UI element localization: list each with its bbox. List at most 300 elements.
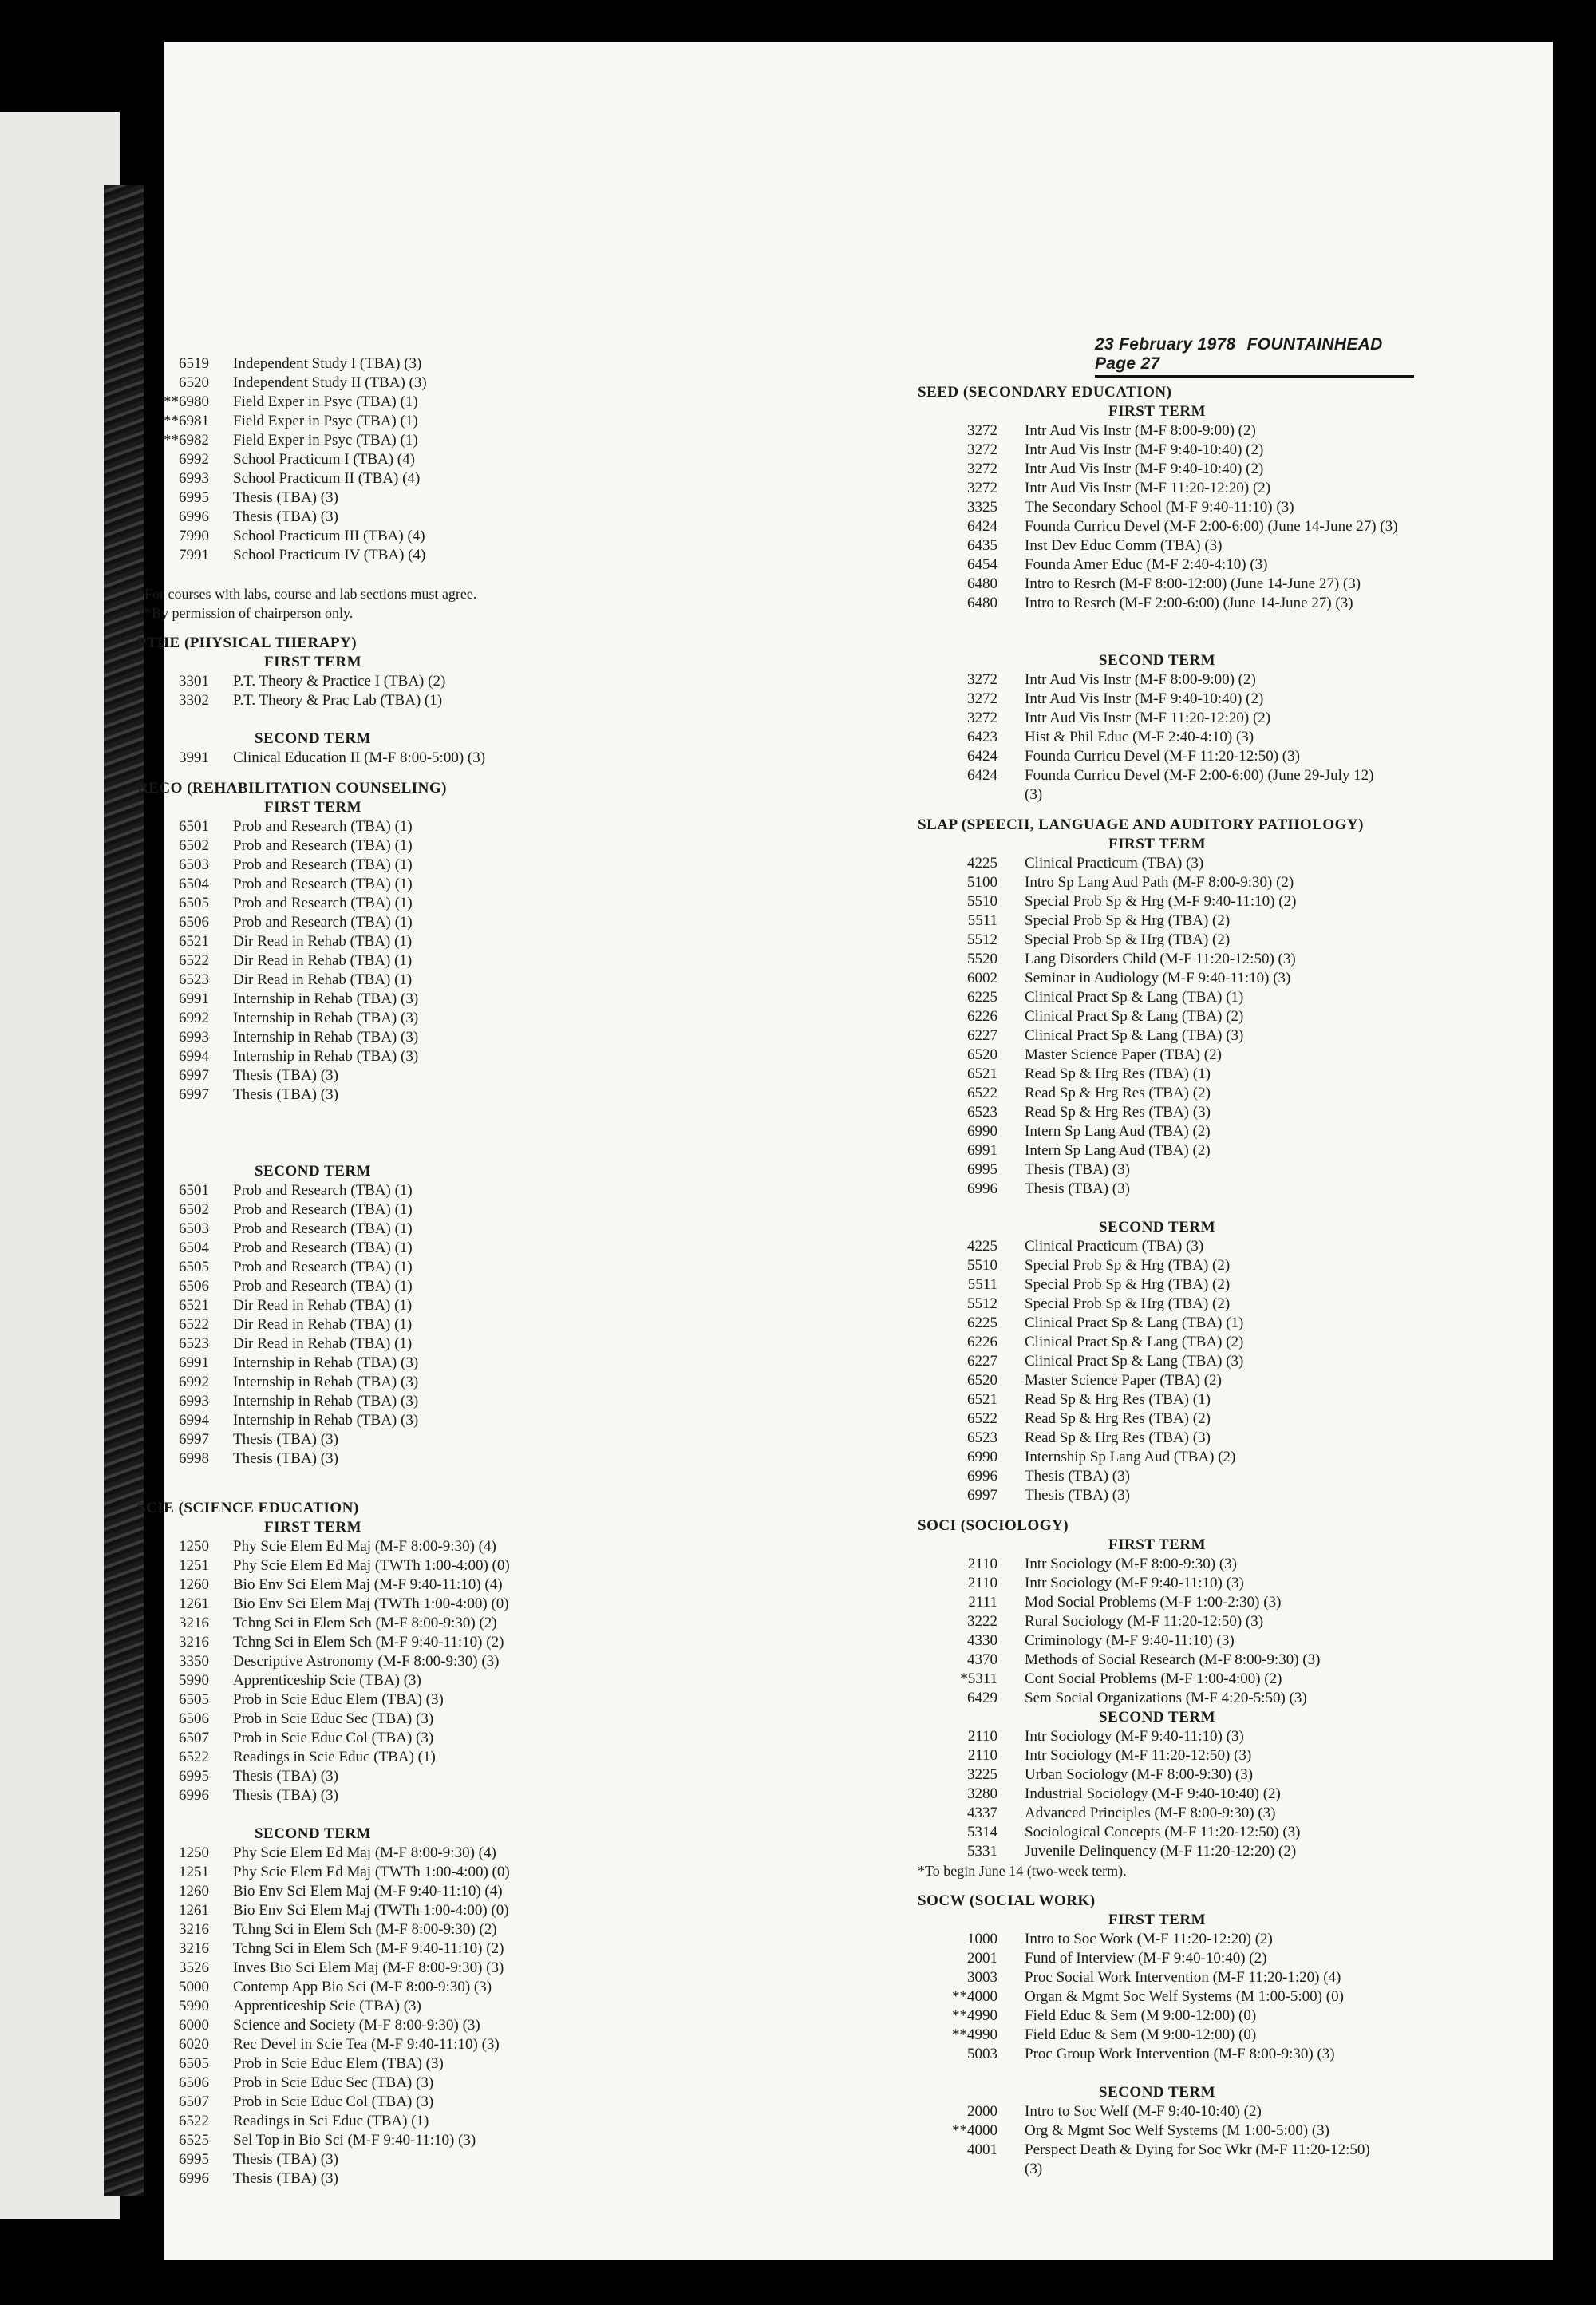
course-title: Mod Social Problems (M-F 1:00-2:30) (3) [1025,1594,1282,1611]
course-number: 6505 [179,1691,209,1708]
course-title: Internship in Rehab (TBA) (3) [233,1010,419,1026]
course-title: Apprenticeship Scie (TBA) (3) [233,1998,421,2014]
course-number: 1000 [967,1931,998,1947]
course-number: 5511 [967,1276,998,1293]
footnote: *For courses with labs, course and lab sections must agree. [137,586,477,602]
course-title: Founda Amer Educ (M-F 2:40-4:10) (3) [1025,556,1268,573]
spacer [918,1199,1420,1218]
course-row [137,951,839,971]
course-number: 1250 [179,1538,209,1555]
course-number: 6998 [179,1450,209,1467]
course-title: Rec Devel in Scie Tea (M-F 9:40-11:10) (3) [233,2036,500,2053]
term-heading: SECOND TERM [1098,1219,1216,1236]
course-row [918,2160,1420,2179]
course-title: Science and Society (M-F 8:00-9:30) (3) [233,2017,480,2034]
course-number: *5311 [960,1670,998,1687]
course-title: Prob in Scie Educ Elem (TBA) (3) [233,2055,444,2072]
course-number: 6501 [179,818,209,835]
spacer [918,2064,1420,2083]
course-number: 5100 [967,874,998,891]
course-row [918,1651,1420,1670]
course-number: 6520 [967,1046,998,1063]
course-title: Phy Scie Elem Ed Maj (TWTh 1:00-4:00) (0) [233,1864,510,1880]
course-row [918,2026,1420,2045]
course-title: Advanced Principles (M-F 8:00-9:30) (3) [1025,1805,1276,1821]
course-number: 6020 [179,2036,209,2053]
course-title: Prob in Scie Educ Col (TBA) (3) [233,1730,434,1746]
course-title: Rural Sociology (M-F 11:20-12:50) (3) [1025,1613,1264,1630]
course-title: Internship in Rehab (TBA) (3) [233,1354,419,1371]
course-row [918,1486,1420,1505]
course-title: Hist & Phil Educ (M-F 2:40-4:10) (3) [1025,729,1254,745]
course-number: 3272 [967,422,998,439]
course-title: Read Sp & Hrg Res (TBA) (1) [1025,1066,1211,1082]
course-number: 6503 [179,1220,209,1237]
course-title: Bio Env Sci Elem Maj (TWTh 1:00-4:00) (0) [233,1902,509,1919]
course-number: 4225 [967,855,998,872]
course-number: 6435 [967,537,998,554]
course-number: 6991 [179,1354,209,1371]
course-title: Thesis (TBA) (3) [233,508,338,525]
course-row [918,1333,1420,1352]
course-number: 6990 [967,1123,998,1140]
course-row [137,2093,839,2112]
course-number: 6995 [179,489,209,506]
course-number: 6504 [179,1239,209,1256]
course-number: 6995 [179,2151,209,2168]
course-number: 7990 [179,528,209,544]
course-row [137,2016,839,2035]
course-number: 6227 [967,1353,998,1370]
course-title: Thesis (TBA) (3) [1025,1468,1130,1485]
header-paper-name: FOUNTAINHEAD [1246,335,1383,354]
course-number: 6994 [179,1412,209,1429]
course-number [918,2160,1025,2179]
course-number: 6423 [967,729,998,745]
course-number: 6994 [179,1048,209,1065]
spacer [137,565,839,584]
course-row [918,988,1420,1007]
course-title: Internship Sp Lang Aud (TBA) (2) [1025,1449,1236,1465]
course-row [137,1009,839,1028]
course-title: Intro to Resrch (M-F 2:00-6:00) (June 14-June 27) (3) [1025,595,1353,611]
course-title: Internship in Rehab (TBA) (3) [233,1393,419,1409]
course-title: Clinical Pract Sp & Lang (TBA) (1) [1025,1315,1244,1331]
department-heading: SLAP (SPEECH, LANGUAGE AND AUDITORY PATHOLOGY) [918,816,1364,833]
course-title: Prob and Research (TBA) (1) [233,856,413,873]
course-row [918,747,1420,766]
course-row [918,1842,1420,1861]
course-title: School Practicum II (TBA) (4) [233,470,421,487]
course-title: Intr Aud Vis Instr (M-F 9:40-10:40) (2) [1025,461,1264,477]
course-row [918,536,1420,555]
course-row [918,2121,1420,2141]
department-heading: RECO (REHABILITATION COUNSELING) [137,780,447,797]
course-row [137,1576,839,1595]
course-title: (3) [1025,786,1043,803]
right-column [918,372,1420,2179]
course-row [918,1314,1420,1333]
course-row [918,2006,1420,2026]
course-number: 6520 [179,374,209,391]
course-number: 2110 [967,1575,998,1591]
course-title: Intr Sociology (M-F 9:40-11:10) (3) [1025,1575,1244,1591]
course-number: 5512 [967,931,998,948]
course-title: Thesis (TBA) (3) [233,1086,338,1103]
course-title: Methods of Social Research (M-F 8:00-9:30) (3) [1025,1651,1321,1668]
course-title: Independent Study I (TBA) (3) [233,355,422,372]
course-number: 5511 [967,912,998,929]
course-row [137,1315,839,1334]
department-heading: SCIE (SCIENCE EDUCATION) [137,1500,359,1516]
course-number: 6523 [967,1429,998,1446]
term-heading: SECOND TERM [254,1163,372,1180]
course-title: Prob and Research (TBA) (1) [233,837,413,854]
course-row [137,1863,839,1882]
course-title: Intr Aud Vis Instr (M-F 11:20-12:20) (2) [1025,480,1271,496]
course-row [918,670,1420,690]
course-number: 1260 [179,1883,209,1900]
course-row [918,2045,1420,2064]
course-title: Dir Read in Rehab (TBA) (1) [233,971,413,988]
course-row [137,1537,839,1556]
course-title: Prob and Research (TBA) (1) [233,895,413,911]
course-number: 6992 [179,1010,209,1026]
course-number: 5000 [179,1979,209,1995]
course-number: 6996 [179,2170,209,2187]
course-row [918,498,1420,517]
course-title: Special Prob Sp & Hrg (TBA) (2) [1025,1276,1231,1293]
course-row [918,1467,1420,1486]
course-row [137,1595,839,1614]
course-row [137,354,839,374]
course-title: Phy Scie Elem Ed Maj (M-F 8:00-9:30) (4) [233,1844,496,1861]
course-row [137,1277,839,1296]
course-row [918,1746,1420,1765]
course-title: Prob and Research (TBA) (1) [233,1239,413,1256]
course-title: Criminology (M-F 9:40-11:10) (3) [1025,1632,1235,1649]
course-title: P.T. Theory & Practice I (TBA) (2) [233,673,446,690]
course-number: 6993 [179,1029,209,1046]
course-title: (3) [1025,2161,1043,2177]
course-title: Thesis (TBA) (3) [1025,1180,1130,1197]
course-title: Prob and Research (TBA) (1) [233,914,413,931]
course-number: 5510 [967,893,998,910]
course-row [918,479,1420,498]
course-title: Readings in Sci Educ (TBA) (1) [233,2113,429,2129]
course-title: Organ & Mgmt Soc Welf Systems (M 1:00-5:00) (0) [1025,1988,1344,2005]
course-row [137,1181,839,1200]
course-number: 6480 [967,595,998,611]
course-number: 6523 [179,971,209,988]
course-number: 5510 [967,1257,998,1274]
course-number: 6520 [967,1372,998,1389]
course-title: Tchng Sci in Elem Sch (M-F 9:40-11:10) (2) [233,1634,504,1651]
course-number: 3350 [179,1653,209,1670]
course-number: 3225 [967,1766,998,1783]
course-title: Internship in Rehab (TBA) (3) [233,1374,419,1390]
course-number: 3272 [967,710,998,726]
course-row [918,1409,1420,1429]
course-row [918,785,1420,805]
course-number: 6502 [179,1201,209,1218]
course-title: Dir Read in Rehab (TBA) (1) [233,1297,413,1314]
course-row [918,969,1420,988]
course-title: Intro Sp Lang Aud Path (M-F 8:00-9:30) (2) [1025,874,1294,891]
course-number: 6522 [179,2113,209,2129]
course-row [918,1631,1420,1651]
course-number: 6521 [179,933,209,950]
course-title: Field Exper in Psyc (TBA) (1) [233,413,418,429]
course-number: 6995 [179,1768,209,1785]
course-row [137,2131,839,2150]
course-title: Intro to Soc Welf (M-F 9:40-10:40) (2) [1025,2103,1262,2120]
course-row [918,1670,1420,1689]
course-row [137,1411,839,1430]
course-title: Special Prob Sp & Hrg (M-F 9:40-11:10) (2) [1025,893,1297,910]
course-row [918,575,1420,594]
course-title: Thesis (TBA) (3) [233,1431,338,1448]
course-row [137,2112,839,2131]
course-row [137,412,839,431]
course-row [137,1729,839,1748]
course-row [918,766,1420,785]
course-row [918,873,1420,892]
course-row [918,950,1420,969]
course-title: Intern Sp Lang Aud (TBA) (2) [1025,1142,1211,1159]
course-title: Proc Group Work Intervention (M-F 8:00-9:30) (3) [1025,2046,1335,2062]
course-row [137,1085,839,1105]
course-row [137,1354,839,1373]
course-number: 6506 [179,914,209,931]
course-title: Bio Env Sci Elem Maj (M-F 9:40-11:10) (4) [233,1576,503,1593]
course-number: 1251 [179,1557,209,1574]
course-row [137,450,839,469]
course-row [918,892,1420,911]
course-title: Prob and Research (TBA) (1) [233,1278,413,1295]
course-title: Field Exper in Psyc (TBA) (1) [233,432,418,449]
course-row [137,1767,839,1786]
course-number: 4370 [967,1651,998,1668]
course-number: 6227 [967,1027,998,1044]
course-title: Thesis (TBA) (3) [1025,1487,1130,1504]
course-title: Thesis (TBA) (3) [233,1768,338,1785]
course-number: 6992 [179,1374,209,1390]
course-row [137,393,839,412]
course-number: 3526 [179,1959,209,1976]
course-title: Sociological Concepts (M-F 11:20-12:50) (3) [1025,1824,1301,1840]
course-row [918,1390,1420,1409]
course-row [918,517,1420,536]
course-title: Field Educ & Sem (M 9:00-12:00) (0) [1025,2026,1257,2043]
course-title: School Practicum III (TBA) (4) [233,528,425,544]
course-title: Clinical Pract Sp & Lang (TBA) (3) [1025,1027,1244,1044]
course-title: Prob in Scie Educ Elem (TBA) (3) [233,1691,444,1708]
course-number: **6982 [164,432,209,449]
term-heading: FIRST TERM [263,799,362,816]
course-number: 6991 [179,990,209,1007]
course-row [137,1556,839,1576]
course-row [137,1028,839,1047]
course-title: Special Prob Sp & Hrg (TBA) (2) [1025,931,1231,948]
course-number: 2001 [967,1950,998,1967]
course-number: 1260 [179,1576,209,1593]
course-title: Internship in Rehab (TBA) (3) [233,1048,419,1065]
course-row [137,1200,839,1220]
term-heading: FIRST TERM [263,1519,362,1536]
course-number: 6507 [179,1730,209,1746]
course-number: 6454 [967,556,998,573]
course-number: 6506 [179,1710,209,1727]
course-row [918,1275,1420,1295]
department-heading: SOCI (SOCIOLOGY) [918,1517,1069,1534]
course-number: 6993 [179,470,209,487]
course-number: **4000 [952,1988,998,2005]
course-title: Prob and Research (TBA) (1) [233,1220,413,1237]
course-number: 2110 [967,1556,998,1572]
course-title: Phy Scie Elem Ed Maj (M-F 8:00-9:30) (4) [233,1538,496,1555]
course-row [137,1997,839,2016]
course-title: Fund of Interview (M-F 9:40-10:40) (2) [1025,1950,1267,1967]
course-title: Intro to Soc Work (M-F 11:20-12:20) (2) [1025,1931,1273,1947]
term-heading: SECOND TERM [1098,1709,1216,1726]
course-row [137,1449,839,1469]
course-row [918,1785,1420,1804]
course-row [918,1084,1420,1103]
course-number: 6521 [179,1297,209,1314]
course-number: 6523 [967,1104,998,1121]
course-row [137,836,839,856]
course-row [918,1007,1420,1026]
course-title: P.T. Theory & Prac Lab (TBA) (1) [233,692,443,709]
course-title: Prob and Research (TBA) (1) [233,876,413,892]
course-title: Thesis (TBA) (3) [233,489,338,506]
course-title: Independent Study II (TBA) (3) [233,374,427,391]
course-row [137,1939,839,1959]
course-number: 6519 [179,355,209,372]
course-title: Prob in Scie Educ Sec (TBA) (3) [233,1710,434,1727]
course-row [918,2141,1420,2160]
course-title: Intr Sociology (M-F 11:20-12:50) (3) [1025,1747,1252,1764]
course-title: Thesis (TBA) (3) [233,1787,338,1804]
course-number: 6505 [179,2055,209,2072]
course-row [137,1392,839,1411]
course-row [137,1978,839,1997]
term-heading: SECOND TERM [254,1825,372,1842]
course-row [918,1103,1420,1122]
course-number: 5990 [179,1672,209,1689]
course-row [137,1786,839,1805]
spacer [137,710,839,729]
course-number: 2110 [967,1747,998,1764]
course-number: 7991 [179,547,209,563]
course-number: 6995 [967,1161,998,1178]
course-title: Thesis (TBA) (3) [1025,1161,1130,1178]
course-number: 4225 [967,1238,998,1255]
course-title: Internship in Rehab (TBA) (3) [233,990,419,1007]
course-row [137,1430,839,1449]
course-row [918,1804,1420,1823]
course-row [137,2074,839,2093]
course-row [918,460,1420,479]
course-number: **4990 [952,2007,998,2024]
term-heading: SECOND TERM [1098,2084,1216,2101]
course-number: 6504 [179,876,209,892]
course-row [137,894,839,913]
course-number: 1261 [179,1902,209,1919]
course-number: 3991 [179,749,209,766]
course-row [918,911,1420,931]
course-row [137,913,839,932]
course-row [137,691,839,710]
spacer [137,1105,839,1162]
course-title: Intr Aud Vis Instr (M-F 8:00-9:00) (2) [1025,671,1256,688]
term-heading: FIRST TERM [1108,836,1207,852]
department-heading: PTHE (PHYSICAL THERAPY) [137,635,358,651]
course-title: Prob and Research (TBA) (1) [233,1201,413,1218]
course-number: 6226 [967,1334,998,1350]
course-number: 6525 [179,2132,209,2149]
course-title: Clinical Pract Sp & Lang (TBA) (1) [1025,989,1244,1006]
course-number: 6990 [967,1449,998,1465]
course-row [137,1901,839,1920]
course-row [137,1614,839,1633]
course-row [918,1765,1420,1785]
course-row [137,527,839,546]
course-number: 6522 [967,1085,998,1101]
course-row [137,1844,839,1863]
course-number [918,785,1025,805]
previous-page-edge [0,112,120,2219]
course-title: Clinical Education II (M-F 8:00-5:00) (3) [233,749,486,766]
course-number: 6505 [179,895,209,911]
course-title: Thesis (TBA) (3) [233,2170,338,2187]
course-row [918,1949,1420,1968]
course-row [918,854,1420,873]
course-row [918,1237,1420,1256]
course-number: **6981 [164,413,209,429]
course-title: Org & Mgmt Soc Welf Systems (M 1:00-5:00) (3) [1025,2122,1329,2139]
course-row [918,1727,1420,1746]
course-title: Read Sp & Hrg Res (TBA) (1) [1025,1391,1211,1408]
course-title: Founda Curricu Devel (M-F 11:20-12:50) (3) [1025,748,1300,765]
course-title: Tchng Sci in Elem Sch (M-F 9:40-11:10) (2) [233,1940,504,1957]
course-number: 6000 [179,2017,209,2034]
course-number: **4000 [952,2122,998,2139]
course-row [918,1256,1420,1275]
course-title: Field Educ & Sem (M 9:00-12:00) (0) [1025,2007,1257,2024]
course-row [137,1690,839,1710]
course-row [137,1373,839,1392]
course-number: 4337 [967,1805,998,1821]
course-row [918,1429,1420,1448]
course-title: Proc Social Work Intervention (M-F 11:20-1:20) (4) [1025,1969,1341,1986]
course-row [918,728,1420,747]
course-number: 6501 [179,1182,209,1199]
course-number: 3272 [967,690,998,707]
course-number: 6505 [179,1259,209,1275]
header-page-number: Page 27 [1095,354,1160,373]
course-title: Intr Aud Vis Instr (M-F 9:40-10:40) (2) [1025,690,1264,707]
course-number: 6521 [967,1391,998,1408]
course-title: Read Sp & Hrg Res (TBA) (2) [1025,1410,1211,1427]
course-row [137,1882,839,1901]
course-title: Read Sp & Hrg Res (TBA) (3) [1025,1104,1211,1121]
course-title: Juvenile Delinquency (M-F 11:20-12:20) (2) [1025,1843,1297,1860]
course-title: Intro to Resrch (M-F 8:00-12:00) (June 14-June 27) (3) [1025,575,1361,592]
course-title: Intr Sociology (M-F 8:00-9:30) (3) [1025,1556,1237,1572]
course-row [137,2169,839,2188]
